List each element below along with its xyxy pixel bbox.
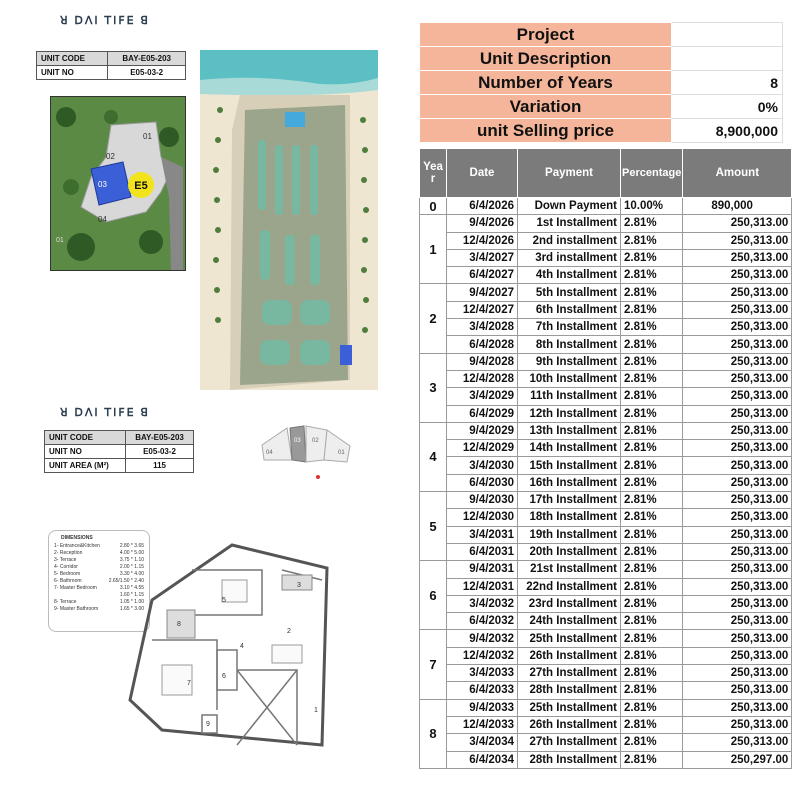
- dimension-name: 6- Bathroom: [54, 578, 82, 584]
- info-label: UNIT NO: [37, 66, 108, 80]
- payment-cell: 6th Installment: [518, 301, 621, 318]
- header-payment: Payment: [518, 149, 621, 198]
- percent-cell: 2.81%: [621, 215, 683, 232]
- date-cell: 12/4/2033: [447, 716, 518, 733]
- date-cell: 6/4/2027: [447, 267, 518, 284]
- percent-cell: 2.81%: [621, 319, 683, 336]
- payment-cell: 11th Installment: [518, 388, 621, 405]
- dimension-name: 4- Corridor: [54, 564, 78, 570]
- amount-cell: 250,313.00: [683, 509, 792, 526]
- key-plan-label: 02: [106, 152, 115, 161]
- date-cell: 3/4/2034: [447, 734, 518, 751]
- info-value: BAY-E05-203: [126, 431, 194, 445]
- date-cell: 9/4/2033: [447, 699, 518, 716]
- dimension-size: 1.05 * 1.00: [119, 599, 144, 605]
- payment-cell: 22nd Installment: [518, 578, 621, 595]
- payment-cell: Down Payment: [518, 198, 621, 215]
- room-number: 3: [297, 582, 301, 589]
- table-row: [420, 734, 792, 751]
- amount-cell: 250,313.00: [683, 405, 792, 422]
- percent-cell: 10.00%: [621, 198, 683, 215]
- key-plan-label: 01: [143, 132, 152, 141]
- percent-cell: 2.81%: [621, 474, 683, 491]
- payment-schedule-table: [419, 148, 792, 769]
- date-cell: 9/4/2027: [447, 284, 518, 301]
- table-row: [420, 509, 792, 526]
- date-cell: 3/4/2027: [447, 249, 518, 266]
- table-row: [420, 457, 792, 474]
- dimension-name: 3- Terrace: [54, 557, 77, 563]
- table-row: [420, 353, 792, 370]
- summary-row: [420, 95, 783, 119]
- unit-info-bottom: [44, 430, 194, 473]
- floor-plan-image: [119, 540, 347, 750]
- dimension-name: 8- Terrace: [54, 599, 77, 605]
- payment-cell: 13th Installment: [518, 422, 621, 439]
- brand-logo-top: ꓤ ꓓꓥꓲ ꓔꓲꓝꓰ ꓭ: [60, 15, 150, 27]
- payment-cell: 16th Installment: [518, 474, 621, 491]
- brand-logo-bottom: ꓤ ꓓꓥꓲ ꓔꓲꓝꓰ ꓭ: [60, 407, 150, 419]
- percent-cell: 2.81%: [621, 388, 683, 405]
- table-row: [420, 716, 792, 733]
- summary-label: Variation: [420, 95, 672, 119]
- amount-cell: 250,313.00: [683, 630, 792, 647]
- percent-cell: 2.81%: [621, 716, 683, 733]
- date-cell: 12/4/2026: [447, 232, 518, 249]
- table-row: [420, 249, 792, 266]
- amount-cell: 250,313.00: [683, 474, 792, 491]
- payment-cell: 23rd Installment: [518, 595, 621, 612]
- room-number: 1: [314, 707, 318, 714]
- payment-cell: 15th Installment: [518, 457, 621, 474]
- table-row: [420, 422, 792, 439]
- payment-cell: 25th Installment: [518, 630, 621, 647]
- summary-value: 0%: [672, 95, 783, 119]
- amount-cell: 250,313.00: [683, 319, 792, 336]
- payment-cell: 20th Installment: [518, 543, 621, 560]
- date-cell: 6/4/2033: [447, 682, 518, 699]
- percent-cell: 2.81%: [621, 682, 683, 699]
- percent-cell: 2.81%: [621, 422, 683, 439]
- date-cell: 9/4/2030: [447, 492, 518, 509]
- floor-key-label: 04: [266, 450, 273, 456]
- dimensions-title: DIMENSIONS: [61, 535, 93, 541]
- year-cell: 8: [420, 699, 447, 768]
- payment-cell: 12th Installment: [518, 405, 621, 422]
- percent-cell: 2.81%: [621, 613, 683, 630]
- amount-cell: 250,313.00: [683, 215, 792, 232]
- date-cell: 9/4/2032: [447, 630, 518, 647]
- percent-cell: 2.81%: [621, 267, 683, 284]
- dimension-size: 2.80 * 3.65: [119, 543, 144, 549]
- info-label: UNIT CODE: [45, 431, 126, 445]
- date-cell: 3/4/2031: [447, 526, 518, 543]
- percent-cell: 2.81%: [621, 509, 683, 526]
- date-cell: 3/4/2033: [447, 665, 518, 682]
- amount-cell: 250,313.00: [683, 699, 792, 716]
- payment-cell: 19th Installment: [518, 526, 621, 543]
- payment-cell: 17th Installment: [518, 492, 621, 509]
- dimension-name: 5- Bedroom: [54, 571, 81, 577]
- key-plan-badge: E5: [134, 180, 148, 192]
- info-value: BAY-E05-203: [108, 52, 186, 66]
- year-cell: 3: [420, 353, 447, 422]
- table-row: [420, 526, 792, 543]
- year-cell: 1: [420, 215, 447, 284]
- percent-cell: 2.81%: [621, 578, 683, 595]
- date-cell: 12/4/2027: [447, 301, 518, 318]
- amount-cell: 250,297.00: [683, 751, 792, 768]
- table-row: [420, 561, 792, 578]
- table-row: [420, 267, 792, 284]
- amount-cell: 250,313.00: [683, 734, 792, 751]
- amount-cell: 250,313.00: [683, 561, 792, 578]
- payment-cell: 14th Installment: [518, 440, 621, 457]
- info-value: 115: [126, 459, 194, 473]
- percent-cell: 2.81%: [621, 370, 683, 387]
- amount-cell: 250,313.00: [683, 422, 792, 439]
- payment-cell: 27th Installment: [518, 665, 621, 682]
- date-cell: 6/4/2032: [447, 613, 518, 630]
- dimension-size: 1.65 * 3.00: [119, 606, 144, 612]
- percent-cell: 2.81%: [621, 665, 683, 682]
- room-number: 6: [222, 673, 226, 680]
- payment-cell: 24th Installment: [518, 613, 621, 630]
- info-label: UNIT NO: [45, 445, 126, 459]
- year-cell: 5: [420, 492, 447, 561]
- payment-cell: 10th Installment: [518, 370, 621, 387]
- summary-row: [420, 71, 783, 95]
- percent-cell: 2.81%: [621, 526, 683, 543]
- percent-cell: 2.81%: [621, 561, 683, 578]
- info-label: UNIT CODE: [37, 52, 108, 66]
- amount-cell: 250,313.00: [683, 249, 792, 266]
- date-cell: 6/4/2034: [447, 751, 518, 768]
- percent-cell: 2.81%: [621, 543, 683, 560]
- table-row: [420, 198, 792, 215]
- dimension-name: 2- Reception: [54, 550, 83, 556]
- key-plan-label: 01: [56, 237, 64, 244]
- date-cell: 12/4/2031: [447, 578, 518, 595]
- year-cell: 6: [420, 561, 447, 630]
- amount-cell: 250,313.00: [683, 578, 792, 595]
- summary-label: Project: [420, 23, 672, 47]
- payment-cell: 7th Installment: [518, 319, 621, 336]
- header-amount: Amount: [683, 149, 792, 198]
- year-cell: 4: [420, 422, 447, 491]
- percent-cell: 2.81%: [621, 595, 683, 612]
- date-cell: 12/4/2029: [447, 440, 518, 457]
- amount-cell: 250,313.00: [683, 457, 792, 474]
- table-row: [420, 543, 792, 560]
- percent-cell: 2.81%: [621, 232, 683, 249]
- percent-cell: 2.81%: [621, 405, 683, 422]
- payment-cell: 1st Installment: [518, 215, 621, 232]
- percent-cell: 2.81%: [621, 699, 683, 716]
- table-row: [420, 215, 792, 232]
- amount-cell: 250,313.00: [683, 353, 792, 370]
- table-row: [420, 319, 792, 336]
- info-value: E05-03-2: [108, 66, 186, 80]
- date-cell: 6/4/2026: [447, 198, 518, 215]
- summary-table: [419, 22, 783, 143]
- key-plan-image: [50, 96, 186, 271]
- payment-cell: 26th Installment: [518, 716, 621, 733]
- dimension-name: 7- Master Bedroom: [54, 585, 97, 591]
- payment-cell: 2nd installment: [518, 232, 621, 249]
- amount-cell: 890,000: [683, 198, 792, 215]
- date-cell: 12/4/2032: [447, 647, 518, 664]
- room-number: 8: [177, 621, 181, 628]
- floor-key-label: 03: [294, 438, 301, 444]
- amount-cell: 250,313.00: [683, 370, 792, 387]
- percent-cell: 2.81%: [621, 734, 683, 751]
- payment-cell: 9th Installment: [518, 353, 621, 370]
- table-row: [420, 595, 792, 612]
- year-cell: 0: [420, 198, 447, 215]
- table-row: [420, 232, 792, 249]
- percent-cell: 2.81%: [621, 336, 683, 353]
- payment-cell: 27th Installment: [518, 734, 621, 751]
- amount-cell: 250,313.00: [683, 613, 792, 630]
- amount-cell: 250,313.00: [683, 336, 792, 353]
- date-cell: 3/4/2029: [447, 388, 518, 405]
- dimension-size: 3.30 * 4.00: [119, 571, 144, 577]
- amount-cell: 250,313.00: [683, 543, 792, 560]
- amount-cell: 250,313.00: [683, 595, 792, 612]
- summary-value: 8,900,000: [672, 119, 783, 143]
- percent-cell: 2.81%: [621, 751, 683, 768]
- table-row: [420, 440, 792, 457]
- header-year: Year: [420, 149, 447, 198]
- date-cell: 6/4/2031: [447, 543, 518, 560]
- unit-info-top: [36, 51, 186, 80]
- table-row: [420, 682, 792, 699]
- summary-label: Unit Description: [420, 47, 672, 71]
- summary-row: [420, 119, 783, 143]
- dimension-size: 4.00 * 5.00: [119, 550, 144, 556]
- amount-cell: 250,313.00: [683, 267, 792, 284]
- dimension-size: 3.10 * 4.55: [119, 585, 144, 591]
- summary-value: [672, 47, 783, 71]
- payment-cell: 26th Installment: [518, 647, 621, 664]
- table-row: [420, 301, 792, 318]
- amount-cell: 250,313.00: [683, 492, 792, 509]
- room-number: 5: [222, 597, 226, 604]
- dimension-size: 3.75 * 1.10: [119, 557, 144, 563]
- floor-key-diagram: [252, 420, 362, 480]
- summary-row: [420, 47, 783, 71]
- dimension-size: 1.60 * 1.15: [119, 592, 144, 598]
- table-row: [420, 665, 792, 682]
- payment-cell: 28th Installment: [518, 682, 621, 699]
- amount-cell: 250,313.00: [683, 526, 792, 543]
- header-date: Date: [447, 149, 518, 198]
- table-row: [420, 492, 792, 509]
- summary-value: 8: [672, 71, 783, 95]
- amount-cell: 250,313.00: [683, 716, 792, 733]
- date-cell: 3/4/2030: [447, 457, 518, 474]
- date-cell: 3/4/2028: [447, 319, 518, 336]
- summary-value: [672, 23, 783, 47]
- table-row: [420, 578, 792, 595]
- date-cell: 6/4/2029: [447, 405, 518, 422]
- date-cell: 6/4/2028: [447, 336, 518, 353]
- master-plan-image: [200, 50, 378, 390]
- date-cell: 9/4/2028: [447, 353, 518, 370]
- amount-cell: 250,313.00: [683, 647, 792, 664]
- dimension-name: 1- Entrance&Kitchen: [54, 543, 100, 549]
- percent-cell: 2.81%: [621, 457, 683, 474]
- year-cell: 7: [420, 630, 447, 699]
- dimension-size: 2.00 * 1.15: [119, 564, 144, 570]
- table-row: [420, 751, 792, 768]
- date-cell: 9/4/2026: [447, 215, 518, 232]
- key-plan-label: 03: [98, 180, 107, 189]
- dimension-size: 2.65/1.50 * 2.40: [108, 578, 144, 584]
- payment-cell: 18th Installment: [518, 509, 621, 526]
- key-plan-label: 04: [98, 215, 107, 224]
- amount-cell: 250,313.00: [683, 284, 792, 301]
- table-row: [420, 613, 792, 630]
- date-cell: 9/4/2029: [447, 422, 518, 439]
- percent-cell: 2.81%: [621, 249, 683, 266]
- table-row: [420, 630, 792, 647]
- room-number: 7: [187, 680, 191, 687]
- payment-cell: 21st Installment: [518, 561, 621, 578]
- info-value: E05-03-2: [126, 445, 194, 459]
- dimension-name: 9- Master Bathroom: [54, 606, 99, 612]
- room-number: 2: [287, 628, 291, 635]
- payment-cell: 3rd installment: [518, 249, 621, 266]
- year-cell: 2: [420, 284, 447, 353]
- summary-label: unit Selling price: [420, 119, 672, 143]
- table-row: [420, 370, 792, 387]
- amount-cell: 250,313.00: [683, 232, 792, 249]
- date-cell: 3/4/2032: [447, 595, 518, 612]
- table-row: [420, 388, 792, 405]
- summary-row: [420, 23, 783, 47]
- room-number: 4: [240, 643, 244, 650]
- amount-cell: 250,313.00: [683, 440, 792, 457]
- percent-cell: 2.81%: [621, 301, 683, 318]
- percent-cell: 2.81%: [621, 647, 683, 664]
- amount-cell: 250,313.00: [683, 665, 792, 682]
- date-cell: 9/4/2031: [447, 561, 518, 578]
- date-cell: 6/4/2030: [447, 474, 518, 491]
- percent-cell: 2.81%: [621, 630, 683, 647]
- table-row: [420, 647, 792, 664]
- payment-cell: 4th Installment: [518, 267, 621, 284]
- payment-cell: 28th Installment: [518, 751, 621, 768]
- date-cell: 12/4/2028: [447, 370, 518, 387]
- table-row: [420, 474, 792, 491]
- percent-cell: 2.81%: [621, 492, 683, 509]
- payment-cell: 25th Installment: [518, 699, 621, 716]
- amount-cell: 250,313.00: [683, 301, 792, 318]
- table-row: [420, 405, 792, 422]
- payment-cell: 8th Installment: [518, 336, 621, 353]
- amount-cell: 250,313.00: [683, 682, 792, 699]
- table-row: [420, 699, 792, 716]
- table-row: [420, 336, 792, 353]
- room-number: 9: [206, 721, 210, 728]
- summary-label: Number of Years: [420, 71, 672, 95]
- table-row: [420, 284, 792, 301]
- percent-cell: 2.81%: [621, 353, 683, 370]
- floor-key-label: 02: [312, 438, 319, 444]
- info-label: UNIT AREA (M²): [45, 459, 126, 473]
- payment-cell: 5th Installment: [518, 284, 621, 301]
- percent-cell: 2.81%: [621, 440, 683, 457]
- date-cell: 12/4/2030: [447, 509, 518, 526]
- floor-key-label: 01: [338, 450, 345, 456]
- header-percentage: Percentage: [621, 149, 683, 198]
- amount-cell: 250,313.00: [683, 388, 792, 405]
- percent-cell: 2.81%: [621, 284, 683, 301]
